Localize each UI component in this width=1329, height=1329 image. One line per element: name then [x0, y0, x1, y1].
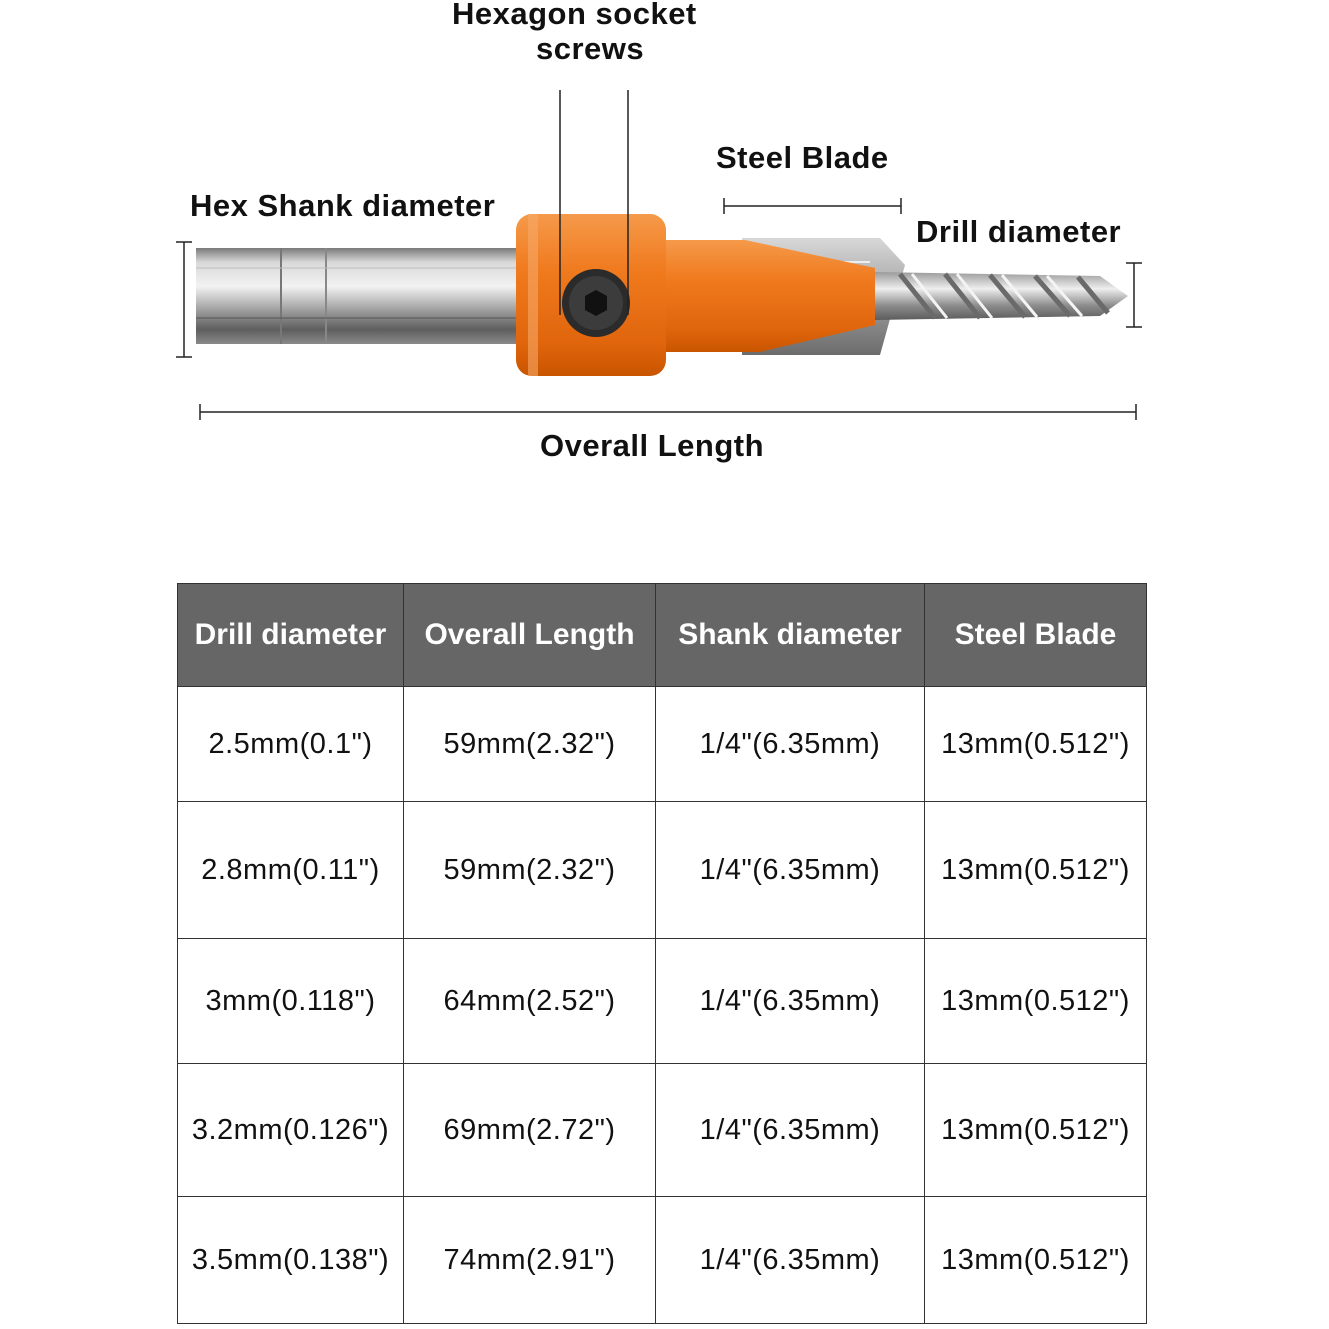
cell-steel-blade: 13mm(0.512") [925, 802, 1147, 939]
cell-steel-blade: 13mm(0.512") [925, 1197, 1147, 1324]
cell-drill-diameter: 2.8mm(0.11") [178, 802, 404, 939]
cell-drill-diameter: 3.2mm(0.126") [178, 1064, 404, 1197]
label-socket-screws-line1: Hexagon socket [452, 0, 697, 31]
cell-drill-diameter: 2.5mm(0.1") [178, 687, 404, 802]
table-header-row [178, 584, 1147, 687]
cell-steel-blade: 13mm(0.512") [925, 1064, 1147, 1197]
cell-drill-diameter: 3.5mm(0.138") [178, 1197, 404, 1324]
cell-shank-diameter: 1/4"(6.35mm) [656, 802, 925, 939]
cell-drill-diameter: 3mm(0.118") [178, 939, 404, 1064]
table-row [178, 1064, 1147, 1197]
cell-overall-length: 69mm(2.72") [404, 1064, 656, 1197]
twist-drill [875, 272, 1128, 320]
header-steel-blade: Steel Blade [925, 584, 1147, 687]
label-overall-length: Overall Length [540, 428, 765, 463]
hex-shank [196, 248, 536, 344]
label-drill-diameter: Drill diameter [916, 214, 1122, 249]
table-row [178, 1197, 1147, 1324]
spec-table [177, 583, 1147, 1324]
countersink-drill-bit-diagram [0, 0, 1329, 560]
cell-steel-blade: 13mm(0.512") [925, 939, 1147, 1064]
cell-shank-diameter: 1/4"(6.35mm) [656, 687, 925, 802]
header-shank-diameter: Shank diameter [656, 584, 925, 687]
table-row [178, 939, 1147, 1064]
cell-overall-length: 64mm(2.52") [404, 939, 656, 1064]
label-hex-shank-diameter: Hex Shank diameter [190, 188, 496, 223]
cell-shank-diameter: 1/4"(6.35mm) [656, 939, 925, 1064]
label-socket-screws-line2: screws [536, 31, 645, 66]
cell-overall-length: 59mm(2.32") [404, 687, 656, 802]
table-row [178, 687, 1147, 802]
label-steel-blade: Steel Blade [716, 140, 889, 175]
cell-shank-diameter: 1/4"(6.35mm) [656, 1064, 925, 1197]
cell-overall-length: 59mm(2.32") [404, 802, 656, 939]
socket-screw [562, 269, 630, 337]
header-overall-length: Overall Length [404, 584, 656, 687]
cell-shank-diameter: 1/4"(6.35mm) [656, 1197, 925, 1324]
cell-overall-length: 74mm(2.91") [404, 1197, 656, 1324]
table-row [178, 802, 1147, 939]
header-drill-diameter: Drill diameter [178, 584, 404, 687]
cell-steel-blade: 13mm(0.512") [925, 687, 1147, 802]
